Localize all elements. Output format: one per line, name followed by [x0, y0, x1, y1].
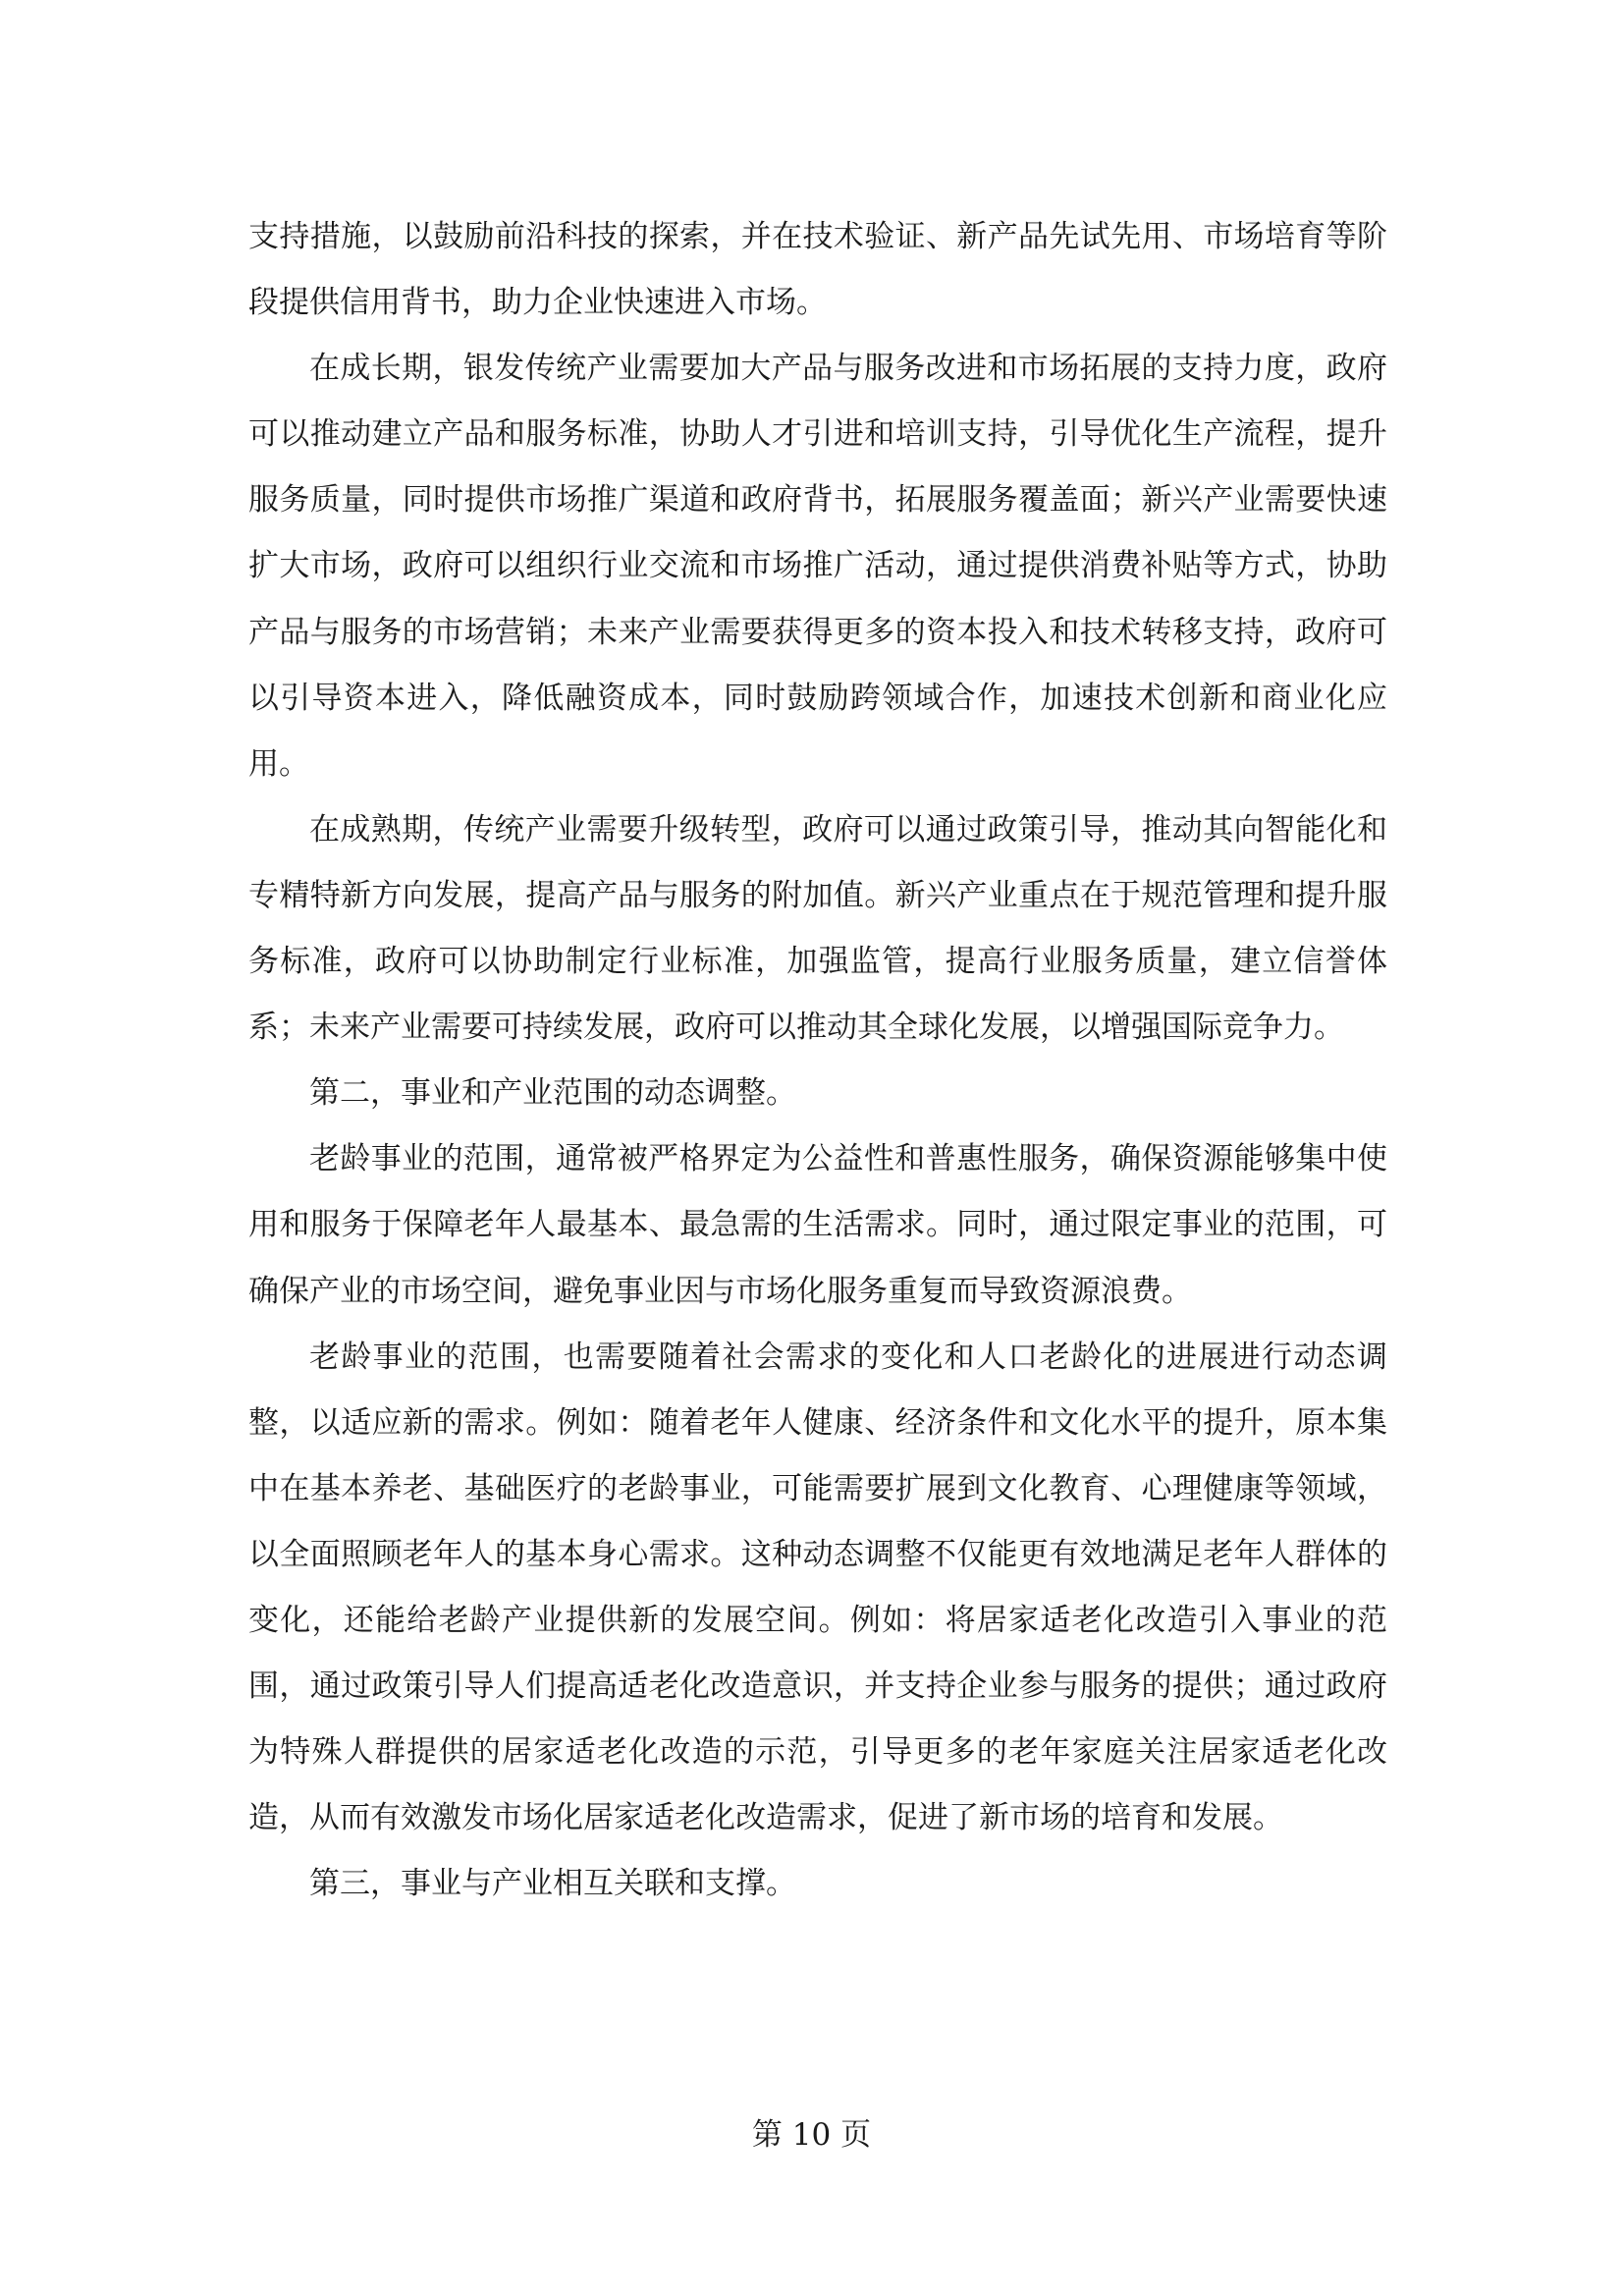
page-number: 第 10 页 [751, 2117, 872, 2153]
paragraph-growth-stage: 在成长期，银发传统产业需要加大产品与服务改进和市场拓展的支持力度，政府可以推动建立产品和服务标准，协助人才引进和培训支持，引导优化生产流程，提升服务质量，同时提供市场推广渠道和政府背书，拓展服务覆盖面；新兴产业需要快速扩大市场，政府可以组织行业交流和市场推广活动，通过提供消费补贴等方式，协助产品与服务的市场营销；未来产业需要获得更多的资本投入和技术转移支持，政府可以引导资本进入，降低融资成本，同时鼓励跨领域合作，加速技术创新和商业化应用。 [248, 351, 1387, 782]
section-heading-third: 第三，事业与产业相互关联和支撑。 [309, 1866, 796, 1902]
document-body [248, 204, 1387, 1917]
paragraph-mature-stage: 在成熟期，传统产业需要升级转型，政府可以通过政策引导，推动其向智能化和专精特新方向发展，提高产品与服务的附加值。新兴产业重点在于规范管理和提升服务标准，政府可以协助制定行业标准，加强监管，提高行业服务质量，建立信誉体系；未来产业需要可持续发展，政府可以推动其全球化发展，以增强国际竞争力。 [248, 811, 1387, 1046]
paragraph-continuation: 支持措施，以鼓励前沿科技的探索，并在技术验证、新产品先试先用、市场培育等阶段提供信用背书，助力企业快速进入市场。 [248, 219, 1387, 321]
section-heading-second: 第二，事业和产业范围的动态调整。 [309, 1075, 796, 1112]
paragraph-scope-definition: 老龄事业的范围，通常被严格界定为公益性和普惠性服务，确保资源能够集中使用和服务于保障老年人最基本、最急需的生活需求。同时，通过限定事业的范围，可确保产业的市场空间，避免事业因与市场化服务重复而导致资源浪费。 [248, 1141, 1387, 1309]
paragraph-dynamic-adjustment: 老龄事业的范围，也需要随着社会需求的变化和人口老龄化的进展进行动态调整，以适应新的需求。例如：随着老年人健康、经济条件和文化水平的提升，原本集中在基本养老、基础医疗的老龄事业，可能需要扩展到文化教育、心理健康等领域，以全面照顾老年人的基本身心需求。这种动态调整不仅能更有效地满足老年人群体的变化，还能给老龄产业提供新的发展空间。例如：将居家适老化改造引入事业的范围，通过政策引导人们提高适老化改造意识，并支持企业参与服务的提供；通过政府为特殊人群提供的居家适老化改造的示范，引导更多的老年家庭关注居家适老化改造，从而有效激发市场化居家适老化改造需求，促进了新市场的培育和发展。 [248, 1339, 1387, 1836]
